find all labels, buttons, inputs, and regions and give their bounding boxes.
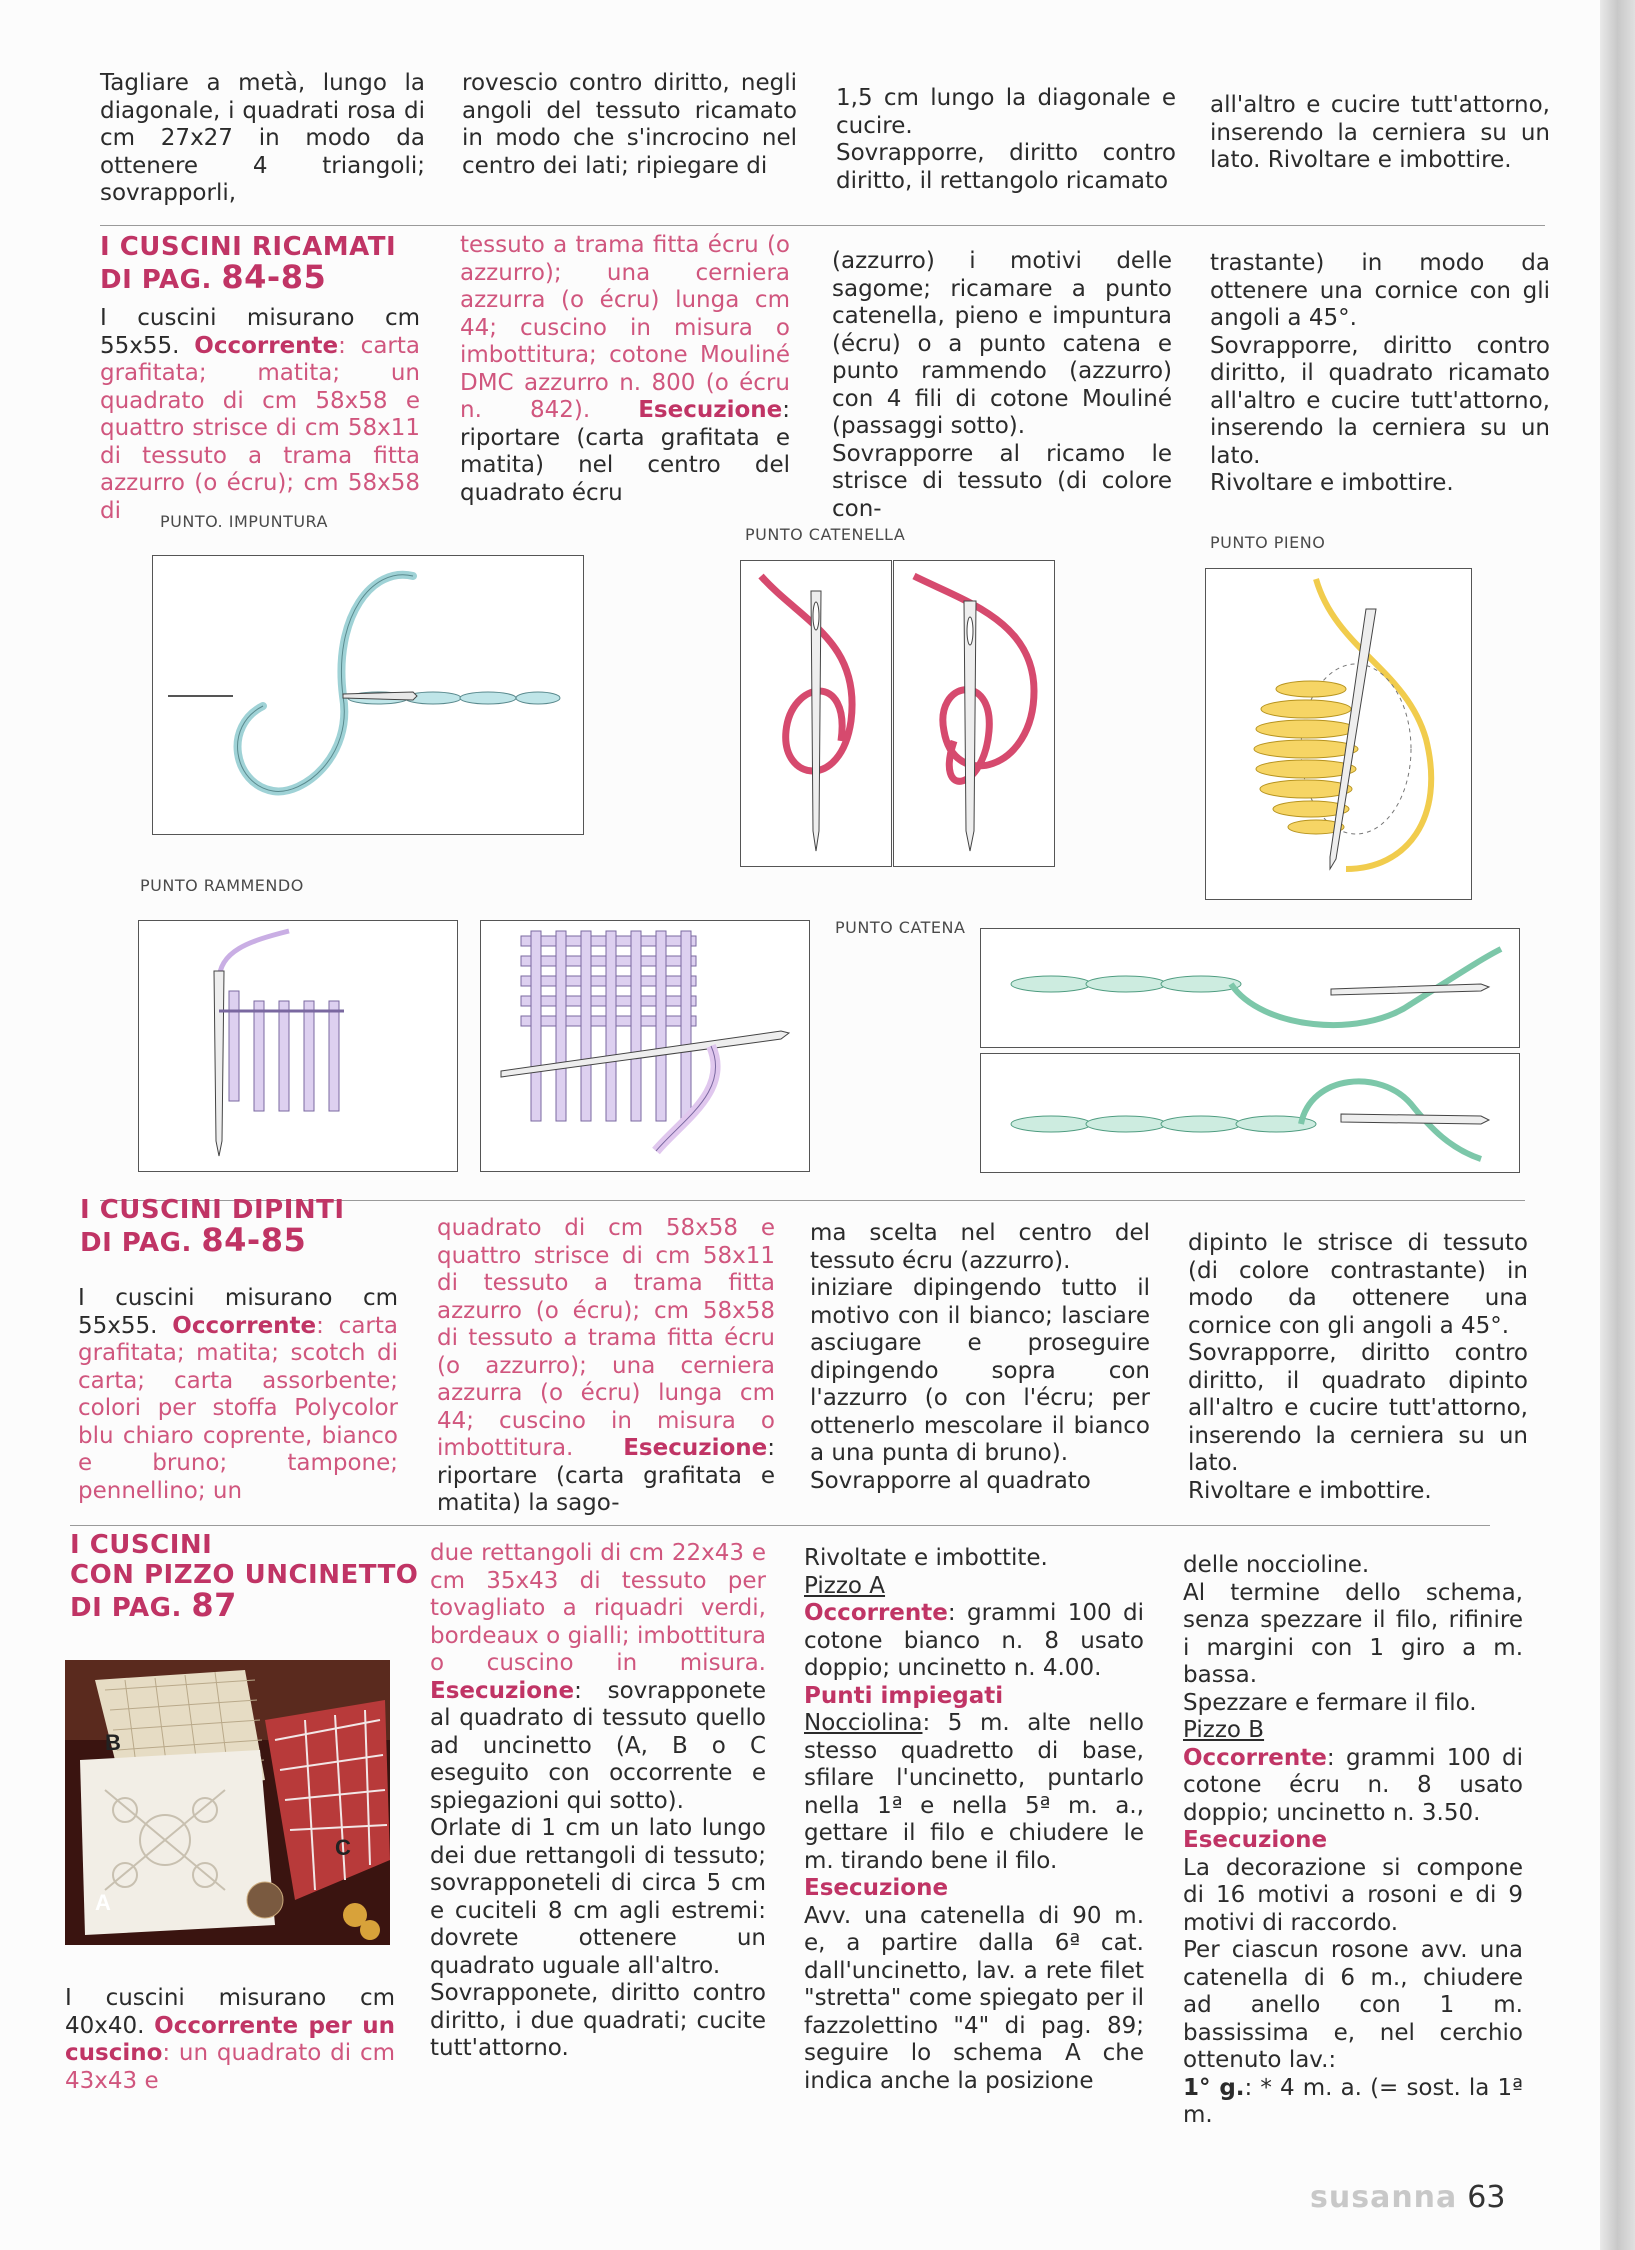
s3-intro: I cuscini misurano cm 40x40. — [65, 1985, 395, 2039]
impuntura-illustration — [153, 556, 583, 834]
top-text-1: Tagliare a metà, lungo la diagonale, i quadrati rosa di cm 27x27 in modo da ottenere 4 triangoli; sovrapporli, — [100, 70, 425, 206]
s1-intro: I cuscini misurano cm 55x55. — [100, 305, 420, 359]
s3-giro-text: : * 4 m. a. (= sost. la 1ª m. — [1183, 2074, 1523, 2128]
s1-text-4: trastante) in modo da ottenere una cornice con gli angoli a 45°. — [1210, 250, 1550, 331]
page-footer — [1310, 2180, 1505, 2215]
s3-pizzo-b-esecuzione-label: Esecuzione — [1183, 1827, 1328, 1853]
s1-esecuzione-text: : riportare (carta grafitata e matita) nel centro del quadrato écru — [460, 397, 791, 506]
divider-3 — [70, 1525, 1490, 1526]
s3-text-4b: Al termine dello schema, senza spezzare il filo, rifinire i margini con 1 giro a m. bassa. — [1183, 1579, 1523, 1688]
cushions-photo-illustration — [65, 1660, 390, 1945]
page-spine — [1600, 0, 1635, 2250]
s2-text-4: dipinto le strisce di tessuto (di colore contrastante) in modo da ottenere una cornice con gli angoli a 45°. — [1188, 1230, 1528, 1339]
top-col-2 — [462, 70, 797, 180]
section-title-line2: DI PAG. — [80, 1228, 202, 1258]
s3-pizzo-a-heading: Pizzo A — [804, 1572, 886, 1599]
catena-illustration-1 — [981, 929, 1519, 1047]
magazine-name: susanna — [1310, 2180, 1458, 2215]
diagram-punto-rammendo-1 — [138, 920, 458, 1172]
rammendo-illustration-1 — [139, 921, 457, 1171]
s3-rivoltate: Rivoltate e imbottite. — [804, 1545, 1048, 1571]
s2-text-3b: iniziare dipingendo tutto il motivo con il bianco; lasciare asciugare e proseguire dipingendo sopra con l'azzurro (o con l'écru; per ottenerlo mescolare il bianco a una punta di bruno). — [810, 1275, 1150, 1466]
label-punto-catenella: PUNTO CATENELLA — [745, 525, 906, 544]
s1-text-3b: Sovrapporre al ricamo le strisce di tessuto (di colore con- — [832, 440, 1172, 522]
top-col-1 — [100, 70, 425, 208]
s3-col-4 — [1183, 1552, 1523, 2130]
label-punto-pieno: PUNTO PIENO — [1210, 533, 1326, 552]
label-punto-impuntura: PUNTO. IMPUNTURA — [160, 512, 328, 531]
s2-esecuzione-label: Esecuzione — [623, 1435, 768, 1461]
section-title-line1: I CUSCINI DIPINTI — [80, 1195, 345, 1225]
diagram-punto-rammendo-2 — [480, 920, 810, 1172]
s3-pizzo-b-heading: Pizzo B — [1183, 1717, 1265, 1743]
s3-text-2b: Orlate di 1 cm un lato lungo dei due rettangoli di tessuto; sovrapponeteli di circa 5 cm e cuciteli 8 cm agli estremi: dovrete ottenere un quadrato uguale all'altro. — [430, 1815, 766, 1979]
photo-label-b: B — [105, 1730, 121, 1755]
s3-col-1 — [65, 1985, 395, 2095]
top-text-4: all'altro e cucire tutt'attorno, inserendo la cerniera su un lato. Rivoltare e imbottire. — [1210, 92, 1550, 173]
photo-label-a: A — [95, 1890, 111, 1915]
s3-text-4d: La decorazione si compone di 16 motivi a rosoni e di 9 motivi di raccordo. — [1183, 1854, 1523, 1936]
s2-materials-text: quadrato di cm 58x58 e quattro strisce di cm 58x11 di tessuto a trama fitta azzurro (o écru); cm 58x58 di tessuto a trama fitta écru (o azzurro); una cerniera azzurra (o écru) lunga cm 44; cuscino in misura o imbottitura. — [437, 1215, 775, 1461]
s3-esecuzione-text: : sovrapponete al quadrato di tessuto quello ad uncinetto (A, B o C eseguito con occorrente e spiegazioni qui sotto). — [430, 1677, 766, 1814]
diagram-punto-catena-2 — [980, 1053, 1520, 1173]
s2-text-3c: Sovrapporre al quadrato — [810, 1467, 1091, 1494]
s3-pizzo-a-occorrente-text: : grammi 100 di cotone bianco n. 8 usato doppio; uncinetto n. 4.00. — [804, 1600, 1144, 1681]
section-title-line2: CON PIZZO UNCINETTO — [70, 1560, 419, 1590]
s1-col-2 — [460, 232, 790, 507]
photo-label-c: C — [335, 1835, 351, 1860]
s3-esecuzione-label: Esecuzione — [430, 1677, 575, 1704]
s2-text-4b: Sovrapporre, diritto contro diritto, il quadrato dipinto all'altro e cucire tutt'attorno, inserendo la cerniera su un lato. — [1188, 1340, 1528, 1476]
section-title-line1: I CUSCINI — [70, 1530, 213, 1560]
s1-text-4b: Sovrapporre, diritto contro diritto, il quadrato ricamato all'altro e cucire tutt'attorno, inserendo la cerniera su un lato. — [1210, 332, 1550, 469]
s2-occorrente-label: Occorrente — [172, 1312, 317, 1339]
s3-text-2c: Sovrapponete, diritto contro diritto, i due quadrati; cucite tutt'attorno. — [430, 1980, 766, 2061]
s3-col-2 — [430, 1540, 766, 2063]
top-text-3b: Sovrapporre, diritto contro diritto, il rettangolo ricamato — [836, 140, 1176, 194]
s2-col-2 — [437, 1215, 775, 1518]
s3-nocciolina-label: Nocciolina — [804, 1710, 923, 1736]
s3-pizzo-a-esecuzione-label: Esecuzione — [804, 1875, 949, 1901]
s2-text-3: ma scelta nel centro del tessuto écru (azzurro). — [810, 1220, 1150, 1274]
diagram-punto-catenella-2 — [893, 560, 1055, 867]
section-title-pages: 84-85 — [201, 1221, 307, 1259]
s1-col-3 — [832, 248, 1172, 523]
s2-text-4c: Rivoltare e imbottire. — [1188, 1477, 1432, 1504]
s2-col-1 — [78, 1285, 398, 1505]
diagram-punto-catenella-1 — [740, 560, 892, 867]
s2-col-3 — [810, 1220, 1150, 1495]
section-title-pizzo — [70, 1530, 418, 1623]
top-col-3 — [836, 85, 1176, 195]
divider-1 — [100, 225, 1545, 226]
s2-esecuzione-text: : riportare (carta grafitata e matita) la sago- — [437, 1435, 775, 1516]
top-text-3: 1,5 cm lungo la diagonale e cucire. — [836, 85, 1176, 139]
s1-col-4 — [1210, 250, 1550, 498]
s3-giro-label: 1° g. — [1183, 2074, 1245, 2101]
s3-nocciolina-text: : 5 m. alte nello stesso quadretto di base, sfilare l'uncinetto, puntarlo nella 1ª e nella 5ª m. a., gettare il filo e chiudere le m. tirando bene il filo. — [804, 1710, 1144, 1874]
cushions-photo — [65, 1660, 390, 1945]
top-col-4 — [1210, 92, 1550, 175]
s3-punti-impiegati-label: Punti impiegati — [804, 1682, 1004, 1709]
s3-pizzo-a-esecuzione-text: Avv. una catenella di 90 m. e, a partire dalla 6ª cat. dall'uncinetto, lav. a rete filet "stretta" come spiegato per il fazzolettino "4" di pag. 89; seguire lo schema A che indica anche la posizione — [804, 1902, 1144, 2094]
s3-materials-text: due rettangoli di cm 22x43 e cm 35x43 di tessuto per tovagliato a riquadri verdi, bordeaux o gialli; imbottitura o cuscino in misura. — [430, 1540, 766, 1676]
section-title-ricamati — [100, 232, 396, 295]
catenella-illustration-2 — [894, 561, 1054, 866]
s1-materials-text: tessuto a trama fitta écru (o azzurro); una cerniera azzurra (o écru) lunga cm 44; cuscino in misura o imbottitura; cotone Mouliné DMC azzurro n. 800 (o écru n. 842). — [460, 232, 790, 423]
page-number: 63 — [1467, 2180, 1506, 2215]
rammendo-illustration-2 — [481, 921, 809, 1171]
diagram-punto-impuntura — [152, 555, 584, 835]
section-title-line2: DI PAG. — [100, 265, 222, 295]
s2-intro: I cuscini misurano cm 55x55. — [78, 1285, 398, 1339]
section-title-line3: DI PAG. — [70, 1593, 192, 1623]
s1-col-1 — [100, 305, 420, 525]
catena-illustration-2 — [981, 1054, 1519, 1172]
s2-col-4 — [1188, 1230, 1528, 1505]
s2-occorrente-text: : carta grafitata; matita; scotch di carta; carta assorbente; colori per stoffa Polycolor blu chiaro coprente, bianco e bruno; tampone; pennellino; un — [78, 1312, 398, 1504]
diagram-punto-catena-1 — [980, 928, 1520, 1048]
s1-esecuzione-label: Esecuzione — [638, 397, 783, 423]
s1-occorrente-text: : carta grafitata; matita; un quadrato di cm 58x58 e quattro strisce di cm 58x11 di tessuto a trama fitta azzurro (o écru); cm 58x58 di — [100, 332, 420, 524]
catenella-illustration-1 — [741, 561, 891, 866]
s3-occorrente-text: : un quadrato di cm 43x43 e — [65, 2040, 395, 2094]
pieno-illustration — [1206, 569, 1471, 899]
s3-occorrente-label: Occorrente per un cuscino — [65, 2012, 395, 2066]
s1-text-3: (azzurro) i motivi delle sagome; ricamare a punto catenella, pieno e impuntura (écru) o a punto catena e punto rammendo (azzurro) con 4 fili di cotone Mouliné (passaggi sotto). — [832, 248, 1172, 439]
section-title-pages: 87 — [191, 1586, 237, 1624]
diagram-punto-pieno — [1205, 568, 1472, 900]
s3-text-4c: Spezzare e fermare il filo. — [1183, 1689, 1477, 1716]
label-punto-catena: PUNTO CATENA — [835, 918, 966, 937]
label-punto-rammendo: PUNTO RAMMENDO — [140, 876, 304, 895]
s1-text-4c: Rivoltare e imbottire. — [1210, 470, 1454, 496]
section-title-pages: 84-85 — [221, 258, 327, 296]
s3-pizzo-b-occorrente-text: : grammi 100 di cotone écru n. 8 usato doppio; uncinetto n. 3.50. — [1183, 1744, 1523, 1826]
s3-pizzo-a-occorrente-label: Occorrente — [804, 1600, 948, 1626]
section-title-dipinti — [80, 1195, 345, 1258]
section-title-line1: I CUSCINI RICAMATI — [100, 232, 397, 262]
top-text-2: rovescio contro diritto, negli angoli del tessuto ricamato in modo che s'incrocino nel centro dei lati; ripiegare di — [462, 70, 797, 179]
s3-text-4e: Per ciascun rosone avv. una catenella di 6 m., chiudere ad anello con 1 m. bassissima e, nel cerchio ottenuto lav.: — [1183, 1937, 1523, 2073]
s1-occorrente-label: Occorrente — [194, 332, 339, 359]
s3-col-3 — [804, 1545, 1144, 2095]
s3-text-4a: delle noccioline. — [1183, 1552, 1370, 1578]
s3-pizzo-b-occorrente-label: Occorrente — [1183, 1744, 1327, 1771]
